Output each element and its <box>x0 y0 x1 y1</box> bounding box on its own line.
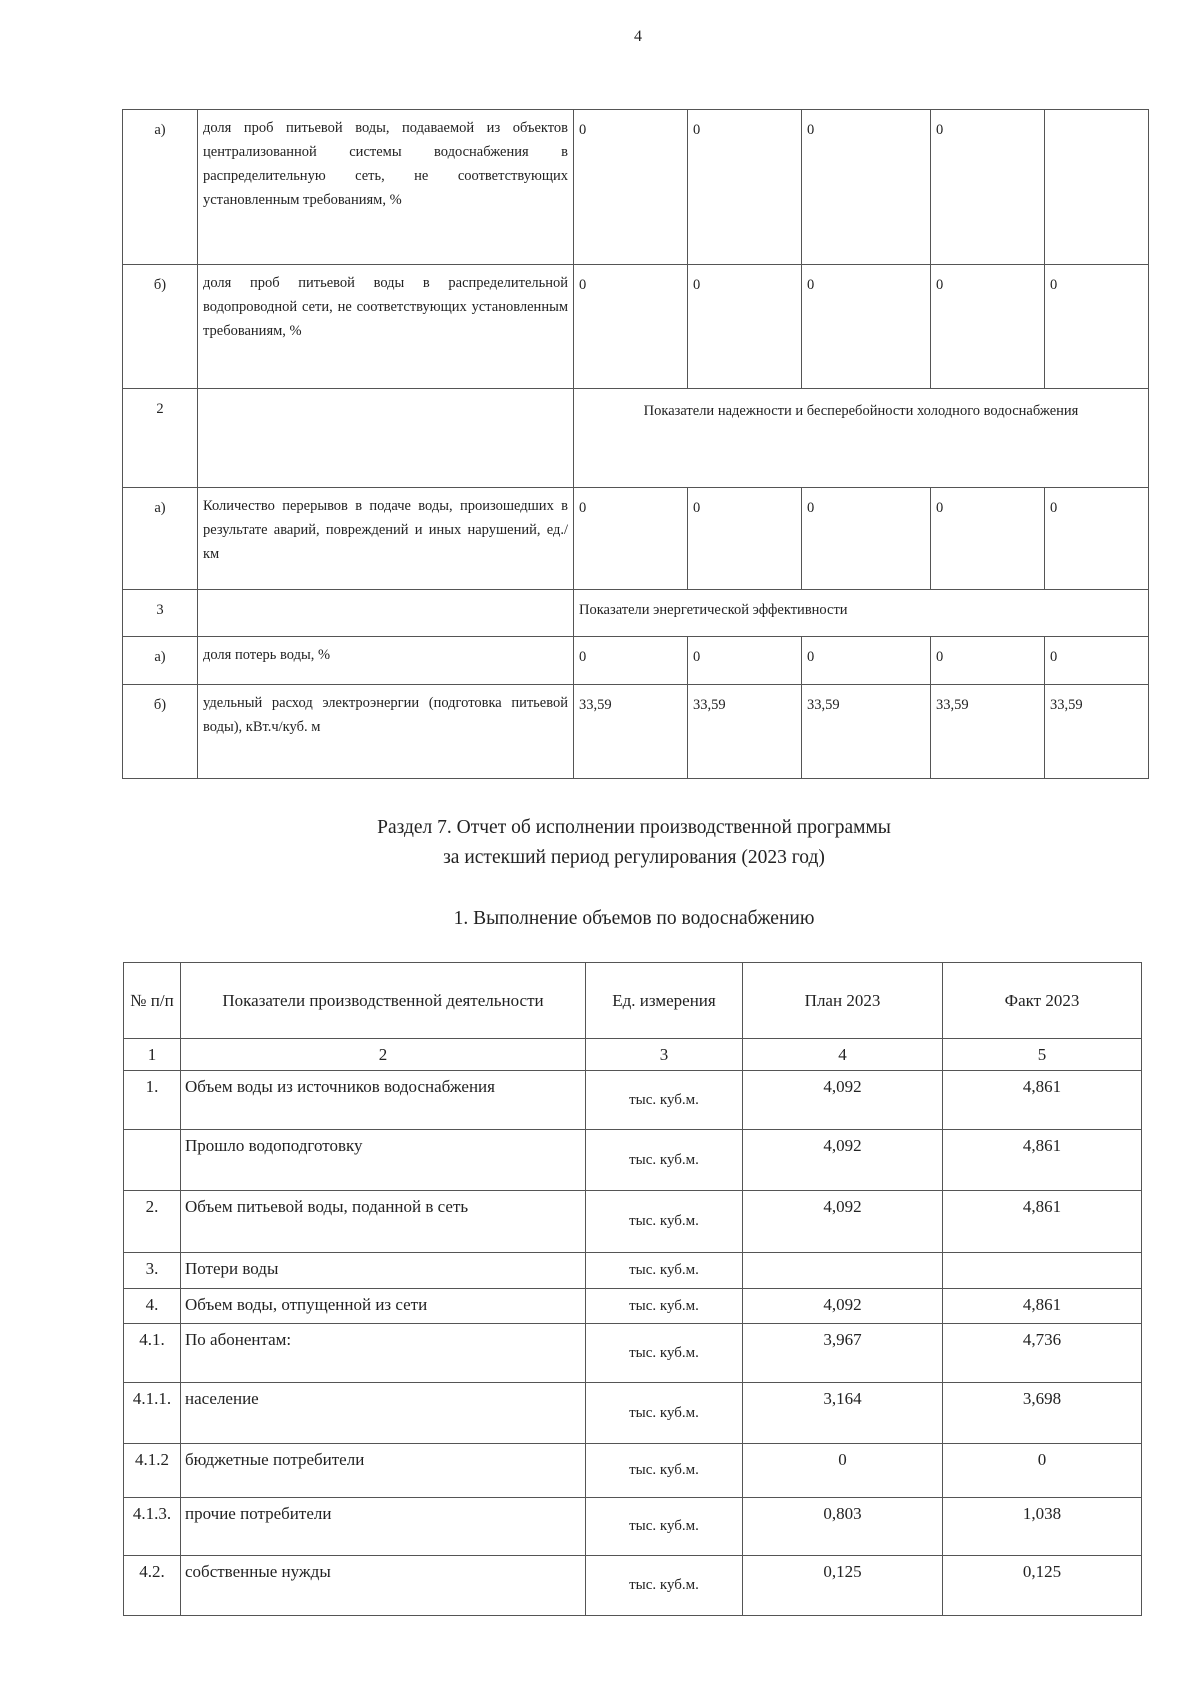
indicator-row <box>123 685 1149 779</box>
section-title-line2: за истекший период регулирования (2023 год) <box>443 847 825 868</box>
indicator-row <box>123 488 1149 590</box>
section-title-line1: Раздел 7. Отчет об исполнении производственной программы <box>377 817 891 838</box>
data-row <box>124 1130 1142 1191</box>
plan-value: 0 <box>743 1444 943 1498</box>
row-number: 4.1. <box>124 1324 181 1383</box>
indicator-row <box>123 265 1149 389</box>
fact-value: 4,861 <box>943 1289 1142 1324</box>
indicator-value: 0 <box>688 265 802 389</box>
indicator-row <box>123 637 1149 685</box>
indicator-description: доля проб питьевой воды в распределительной водопроводной сети, не соответствующих установленным требованиям, % <box>198 265 574 389</box>
row-number: 2 <box>123 389 198 488</box>
row-number: 4.2. <box>124 1556 181 1616</box>
indicator-value: 0 <box>1045 637 1149 685</box>
indicator-value: 0 <box>1045 265 1149 389</box>
indicator-value: 0 <box>688 110 802 265</box>
column-header: № п/п <box>124 963 181 1039</box>
row-number: а) <box>123 637 198 685</box>
indicator-value: 0 <box>802 265 931 389</box>
plan-value: 4,092 <box>743 1191 943 1253</box>
indicator-name: Объем воды из источников водоснабжения <box>181 1071 586 1130</box>
section-heading: Показатели надежности и бесперебойности холодного водоснабжения <box>574 389 1149 488</box>
data-row <box>124 1498 1142 1556</box>
row-number: 4. <box>124 1289 181 1324</box>
column-header: Показатели производственной деятельности <box>181 963 586 1039</box>
indicator-name: По абонентам: <box>181 1324 586 1383</box>
column-number: 3 <box>586 1039 743 1071</box>
indicator-value: 0 <box>931 637 1045 685</box>
fact-value <box>943 1253 1142 1289</box>
row-number <box>124 1130 181 1191</box>
row-number: 3 <box>123 590 198 637</box>
indicator-value: 0 <box>931 265 1045 389</box>
section-subtitle: 1. Выполнение объемов по водоснабжению <box>453 908 815 929</box>
fact-value: 0,125 <box>943 1556 1142 1616</box>
indicator-name: население <box>181 1383 586 1444</box>
unit: тыс. куб.м. <box>586 1556 743 1616</box>
unit: тыс. куб.м. <box>586 1289 743 1324</box>
data-row <box>124 1071 1142 1130</box>
production-volume-table <box>123 962 1142 1616</box>
column-header: Факт 2023 <box>943 963 1142 1039</box>
indicator-value: 0 <box>802 637 931 685</box>
indicator-name: прочие потребители <box>181 1498 586 1556</box>
column-number-row <box>124 1039 1142 1071</box>
data-row <box>124 1556 1142 1616</box>
indicator-value: 33,59 <box>574 685 688 779</box>
plan-value <box>743 1253 943 1289</box>
row-number: 2. <box>124 1191 181 1253</box>
indicator-name: собственные нужды <box>181 1556 586 1616</box>
unit: тыс. куб.м. <box>586 1444 743 1498</box>
fact-value: 0 <box>943 1444 1142 1498</box>
plan-value: 0,803 <box>743 1498 943 1556</box>
data-row <box>124 1383 1142 1444</box>
fact-value: 4,861 <box>943 1130 1142 1191</box>
data-row <box>124 1191 1142 1253</box>
data-row <box>124 1324 1142 1383</box>
row-number: 3. <box>124 1253 181 1289</box>
indicator-name: Объем воды, отпущенной из сети <box>181 1289 586 1324</box>
fact-value: 4,736 <box>943 1324 1142 1383</box>
column-number: 4 <box>743 1039 943 1071</box>
indicators-table <box>122 109 1149 779</box>
indicator-value: 33,59 <box>1045 685 1149 779</box>
indicator-value: 0 <box>1045 488 1149 590</box>
indicator-value: 33,59 <box>688 685 802 779</box>
empty-cell <box>198 389 574 488</box>
indicator-name: бюджетные потребители <box>181 1444 586 1498</box>
unit: тыс. куб.м. <box>586 1130 743 1191</box>
indicator-value: 0 <box>574 265 688 389</box>
indicator-description: доля потерь воды, % <box>198 637 574 685</box>
section-row <box>123 590 1149 637</box>
header-row <box>124 963 1142 1039</box>
indicator-value: 0 <box>802 488 931 590</box>
column-number: 1 <box>124 1039 181 1071</box>
section-row <box>123 389 1149 488</box>
indicator-name: Прошло водоподготовку <box>181 1130 586 1191</box>
indicator-value: 33,59 <box>802 685 931 779</box>
unit: тыс. куб.м. <box>586 1253 743 1289</box>
indicator-value <box>1045 110 1149 265</box>
data-row <box>124 1444 1142 1498</box>
row-number: а) <box>123 488 198 590</box>
column-number: 2 <box>181 1039 586 1071</box>
row-number: а) <box>123 110 198 265</box>
indicator-description: доля проб питьевой воды, подаваемой из объектов централизованной системы водоснабжения в распределительную сеть, не соответствующих установленным требованиям, % <box>198 110 574 265</box>
plan-value: 0,125 <box>743 1556 943 1616</box>
data-row <box>124 1289 1142 1324</box>
indicator-value: 0 <box>931 110 1045 265</box>
fact-value: 1,038 <box>943 1498 1142 1556</box>
data-row <box>124 1253 1142 1289</box>
indicator-value: 0 <box>931 488 1045 590</box>
unit: тыс. куб.м. <box>586 1383 743 1444</box>
section-heading: Показатели энергетической эффективности <box>574 590 1149 637</box>
indicator-description: удельный расход электроэнергии (подготовка питьевой воды), кВт.ч/куб. м <box>198 685 574 779</box>
indicator-value: 0 <box>574 110 688 265</box>
indicator-value: 33,59 <box>931 685 1045 779</box>
plan-value: 4,092 <box>743 1130 943 1191</box>
column-header: Ед. измерения <box>586 963 743 1039</box>
indicator-value: 0 <box>802 110 931 265</box>
indicator-row <box>123 110 1149 265</box>
plan-value: 3,164 <box>743 1383 943 1444</box>
unit: тыс. куб.м. <box>586 1498 743 1556</box>
fact-value: 4,861 <box>943 1191 1142 1253</box>
fact-value: 4,861 <box>943 1071 1142 1130</box>
indicator-name: Потери воды <box>181 1253 586 1289</box>
row-number: 4.1.2 <box>124 1444 181 1498</box>
row-number: 4.1.1. <box>124 1383 181 1444</box>
plan-value: 4,092 <box>743 1289 943 1324</box>
indicator-value: 0 <box>688 488 802 590</box>
empty-cell <box>198 590 574 637</box>
indicator-description: Количество перерывов в подаче воды, произошедших в результате аварий, повреждений и иных нарушений, ед./км <box>198 488 574 590</box>
page-number: 4 <box>634 28 642 45</box>
row-number: б) <box>123 265 198 389</box>
indicator-value: 0 <box>688 637 802 685</box>
column-number: 5 <box>943 1039 1142 1071</box>
indicator-value: 0 <box>574 488 688 590</box>
row-number: 4.1.3. <box>124 1498 181 1556</box>
row-number: 1. <box>124 1071 181 1130</box>
indicator-value: 0 <box>574 637 688 685</box>
indicator-name: Объем питьевой воды, поданной в сеть <box>181 1191 586 1253</box>
column-header: План 2023 <box>743 963 943 1039</box>
fact-value: 3,698 <box>943 1383 1142 1444</box>
unit: тыс. куб.м. <box>586 1324 743 1383</box>
plan-value: 3,967 <box>743 1324 943 1383</box>
plan-value: 4,092 <box>743 1071 943 1130</box>
unit: тыс. куб.м. <box>586 1071 743 1130</box>
unit: тыс. куб.м. <box>586 1191 743 1253</box>
row-number: б) <box>123 685 198 779</box>
